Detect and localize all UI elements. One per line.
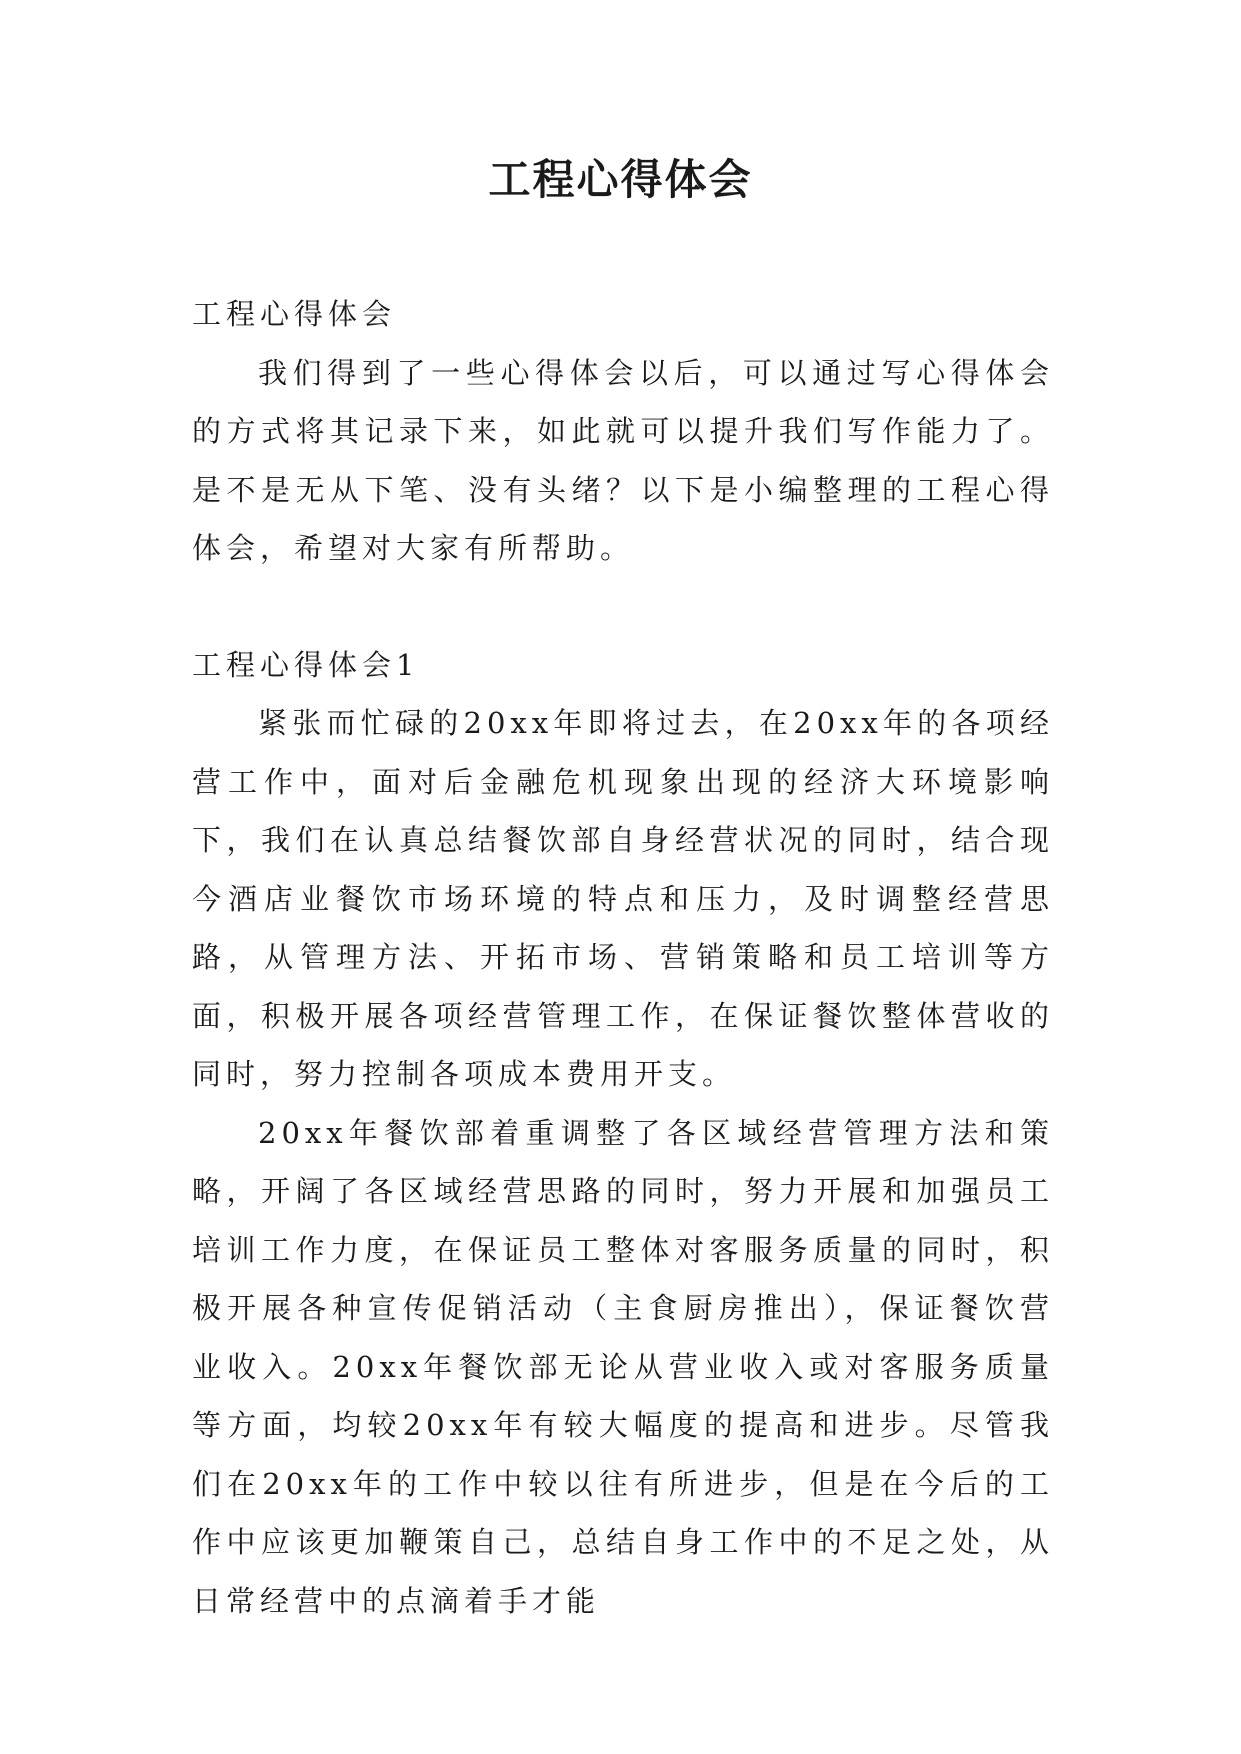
page-title: 工程心得体会	[488, 155, 753, 204]
subtitle: 工程心得体会	[192, 297, 397, 331]
body-paragraph: 20xx年餐饮部着重调整了各区域经营管理方法和策略，开阔了各区域经营思路的同时，努力开展和加强员工培训工作力度，在保证员工整体对客服务质量的同时，积极开展各种宣传促销活动（主食厨房推出），保证餐饮营业收入。20xx年餐饮部无论从营业收入或对客服务质量等方面，均较20xx年有较大幅度的提高和进步。尽管我们在20xx年的工作中较以往有所进步，但是在今后的工作中应该更加鞭策自己，总结自身工作中的不足之处，从日常经营中的点滴着手才能	[192, 1115, 1054, 1618]
intro-paragraph: 我们得到了一些心得体会以后，可以通过写心得体会的方式将其记录下来，如此就可以提升我们写作能力了。是不是无从下笔、没有头绪？以下是小编整理的工程心得体会，希望对大家有所帮助。	[192, 355, 1054, 565]
document-body	[192, 285, 1054, 1630]
section-spacer	[192, 578, 1054, 636]
body-paragraph: 紧张而忙碌的20xx年即将过去，在20xx年的各项经营工作中，面对后金融危机现象出现的经济大环境影响下，我们在认真总结餐饮部自身经营状况的同时，结合现今酒店业餐饮市场环境的特点和压力，及时调整经营思路，从管理方法、开拓市场、营销策略和员工培训等方面，积极开展各项经营管理工作，在保证餐饮整体营收的同时，努力控制各项成本费用开支。	[192, 706, 1054, 1091]
section-heading: 工程心得体会1	[192, 647, 420, 682]
